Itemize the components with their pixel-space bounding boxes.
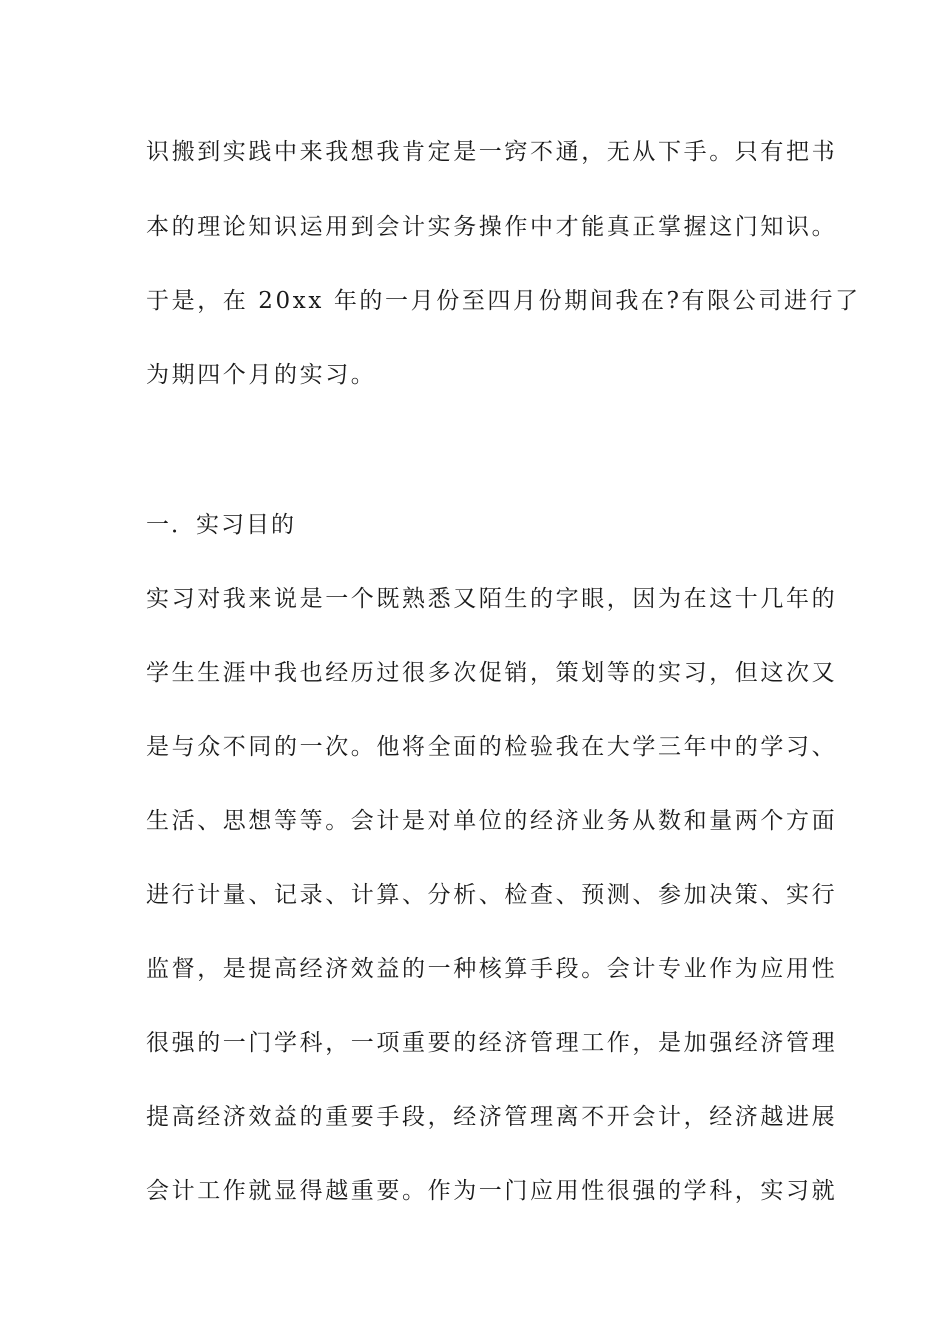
intro-line-2: 本的理论知识运用到会计实务操作中才能真正掌握这门知识。 — [146, 214, 838, 240]
intro-line-1: 识搬到实践中来我想我肯定是一窍不通，无从下手。只有把书 — [146, 139, 838, 165]
section-line-9: 会计工作就显得越重要。作为一门应用性很强的学科，实习就 — [146, 1178, 838, 1204]
section-line-5: 进行计量、记录、计算、分析、检查、预测、参加决策、实行 — [146, 882, 838, 908]
section-line-7: 很强的一门学科，一项重要的经济管理工作，是加强经济管理 — [146, 1030, 838, 1056]
section-line-2: 学生生涯中我也经历过很多次促销，策划等的实习，但这次又 — [146, 660, 838, 686]
section-line-1: 实习对我来说是一个既熟悉又陌生的字眼，因为在这十几年的 — [146, 586, 838, 612]
section-heading: 一．实习目的 — [146, 512, 296, 538]
section-line-8: 提高经济效益的重要手段，经济管理离不开会计，经济越进展 — [146, 1104, 838, 1130]
section-line-4: 生活、思想等等。会计是对单位的经济业务从数和量两个方面 — [146, 808, 838, 834]
intro-line-4: 为期四个月的实习。 — [146, 362, 377, 388]
intro-line-3: 于是，在 20xx 年的一月份至四月份期间我在?有限公司进行了 — [146, 288, 861, 314]
section-line-6: 监督，是提高经济效益的一种核算手段。会计专业作为应用性 — [146, 956, 838, 982]
section-line-3: 是与众不同的一次。他将全面的检验我在大学三年中的学习、 — [146, 734, 838, 760]
